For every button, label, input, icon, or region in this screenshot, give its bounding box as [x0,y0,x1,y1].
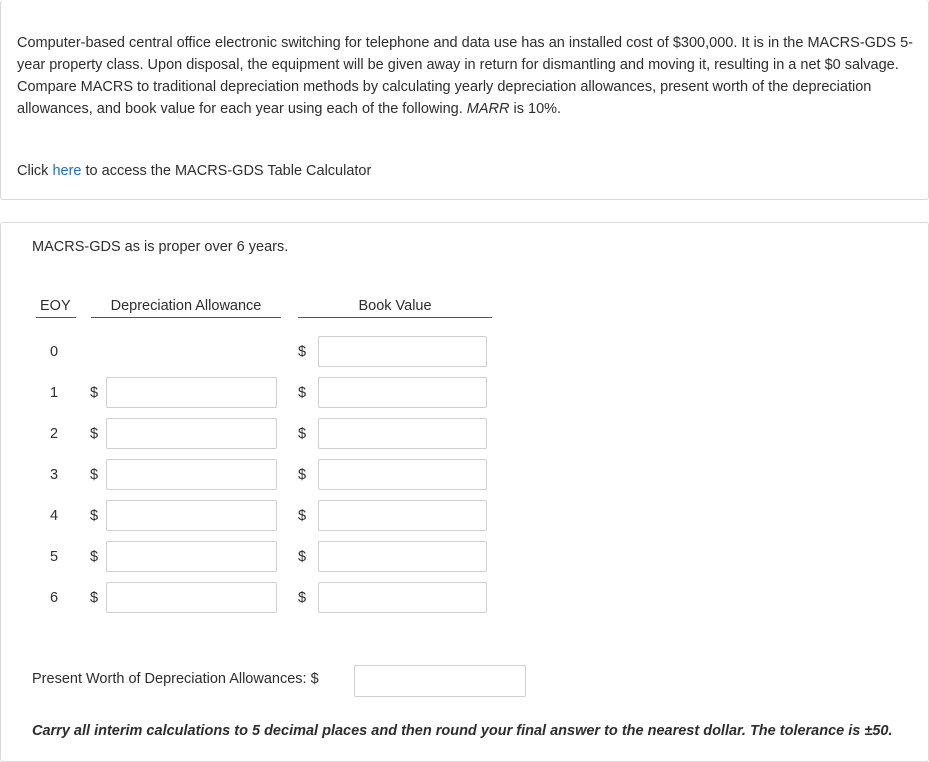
eoy-value: 0 [49,344,59,360]
table-row [0,582,500,615]
table-row [0,500,500,533]
depreciation-input-year-2[interactable] [106,418,277,449]
dollar-sign: $ [90,426,99,442]
eoy-value: 1 [49,385,59,401]
depreciation-input-year-4[interactable] [106,500,277,531]
problem-text-part2: is 10%. [509,101,562,117]
eoy-value: 6 [49,590,59,606]
dollar-sign: $ [298,549,307,565]
book-value-input-year-1[interactable] [318,377,487,408]
table-row [0,459,500,492]
method-title: MACRS-GDS as is proper over 6 years. [32,239,289,255]
dollar-sign: $ [90,385,99,401]
present-worth-input[interactable] [354,665,526,697]
depreciation-input-year-3[interactable] [106,459,277,490]
book-value-input-year-2[interactable] [318,418,487,449]
problem-statement [17,32,917,120]
link-prefix: Click [17,163,53,179]
dollar-sign: $ [90,590,99,606]
depreciation-input-year-5[interactable] [106,541,277,572]
book-value-input-year-3[interactable] [318,459,487,490]
present-worth-label: Present Worth of Depreciation Allowances: $ [32,671,319,687]
marr-label: MARR [466,101,510,117]
book-value-input-year-6[interactable] [318,582,487,613]
table-row [0,541,500,574]
dollar-sign: $ [298,426,307,442]
dollar-sign: $ [90,508,99,524]
dollar-sign: $ [298,385,307,401]
book-value-input-year-5[interactable] [318,541,487,572]
depreciation-input-year-6[interactable] [106,582,277,613]
table-row [0,377,500,410]
dollar-sign: $ [298,344,307,360]
link-suffix: to access the MACRS-GDS Table Calculator [81,163,372,179]
calculator-link[interactable]: here [52,163,82,179]
eoy-value: 5 [49,549,59,565]
problem-text-part1: Computer-based central office electronic switching for telephone and data use has an installed cost of $300,000. It is in the MACRS-GDS 5-year property class. Upon disposal, the equipment will be given away in return for dismantling and moving it, resulting in a net $0 salvage. Compare MACRS to traditional depreciation methods by calculating yearly depreciation allowances, present worth of the depreciation allowances, and book value for each year using each of the following. [17,35,913,117]
dollar-sign: $ [90,467,99,483]
book-value-input-year-4[interactable] [318,500,487,531]
eoy-value: 3 [49,467,59,483]
dollar-sign: $ [298,467,307,483]
table-row [0,418,500,451]
eoy-value: 4 [49,508,59,524]
table-row [0,336,500,369]
calculator-link-line [17,163,371,179]
dollar-sign: $ [90,549,99,565]
header-depreciation: Depreciation Allowance [91,298,281,318]
header-book-value: Book Value [298,298,492,318]
dollar-sign: $ [298,590,307,606]
eoy-value: 2 [49,426,59,442]
depreciation-input-year-1[interactable] [106,377,277,408]
dollar-sign: $ [298,508,307,524]
header-eoy: EOY [36,298,76,318]
instruction-note: Carry all interim calculations to 5 decimal places and then round your final answer to the nearest dollar. The tolerance is ±50. [32,723,893,739]
book-value-input-year-0[interactable] [318,336,487,367]
